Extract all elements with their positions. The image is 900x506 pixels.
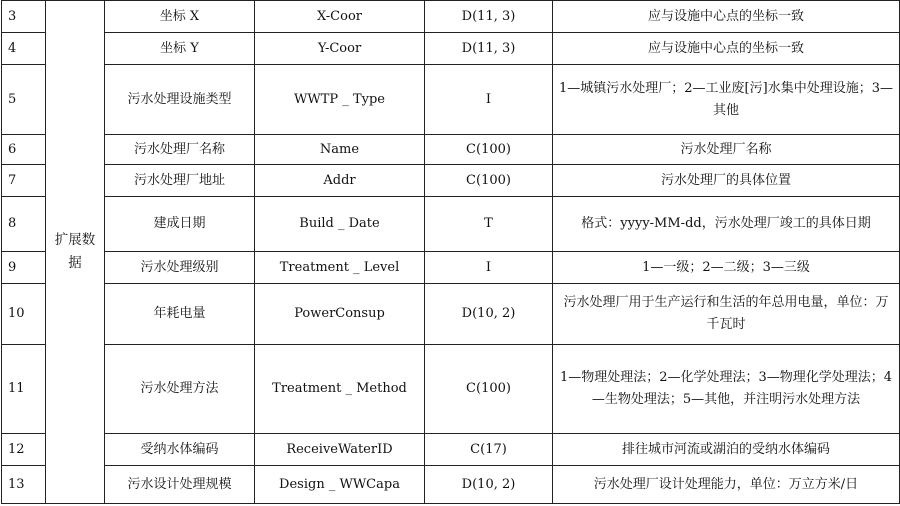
- field-code: Addr: [255, 165, 425, 197]
- field-desc: 污水处理厂设计处理能力，单位：万立方米/日: [553, 466, 900, 504]
- field-desc: 污水处理厂名称: [553, 135, 900, 165]
- field-type: D(11, 3): [425, 1, 553, 33]
- field-name: 受纳水体编码: [105, 434, 255, 466]
- field-name: 坐标 X: [105, 1, 255, 33]
- field-name: 年耗电量: [105, 284, 255, 345]
- row-number: 12: [2, 434, 46, 466]
- table-row: [2, 165, 900, 197]
- field-desc: 格式：yyyy-MM-dd，污水处理厂竣工的具体日期: [553, 197, 900, 252]
- field-code: Treatment _ Method: [255, 345, 425, 434]
- field-desc: 污水处理厂的具体位置: [553, 165, 900, 197]
- table-row: [2, 197, 900, 252]
- field-desc: 1—一级；2—二级；3—三级: [553, 252, 900, 284]
- field-code: Build _ Date: [255, 197, 425, 252]
- field-type: D(11, 3): [425, 33, 553, 65]
- table-row: [2, 466, 900, 504]
- field-code: Y-Coor: [255, 33, 425, 65]
- table-row: [2, 1, 900, 33]
- field-desc: 排往城市河流或湖泊的受纳水体编码: [553, 434, 900, 466]
- field-desc: 1—城镇污水处理厂；2—工业废[污]水集中处理设施；3—其他: [553, 65, 900, 135]
- field-type: C(100): [425, 135, 553, 165]
- field-desc: 污水处理厂用于生产运行和生活的年总用电量，单位：万千瓦时: [553, 284, 900, 345]
- field-name: 污水处理级别: [105, 252, 255, 284]
- row-number: 7: [2, 165, 46, 197]
- row-number: 4: [2, 33, 46, 65]
- field-name: 污水处理设施类型: [105, 65, 255, 135]
- field-type: D(10, 2): [425, 466, 553, 504]
- group-cell: [46, 1, 105, 504]
- field-name: 污水设计处理规模: [105, 466, 255, 504]
- table-row: [2, 65, 900, 135]
- field-desc: 1—物理处理法；2—化学处理法；3—物理化学处理法；4—生物处理法；5—其他，并注明污水处理方法: [553, 345, 900, 434]
- row-number: 6: [2, 135, 46, 165]
- field-type: T: [425, 197, 553, 252]
- table-row: [2, 33, 900, 65]
- field-code: WWTP _ Type: [255, 65, 425, 135]
- row-number: 10: [2, 284, 46, 345]
- row-number: 11: [2, 345, 46, 434]
- field-desc: 应与设施中心点的坐标一致: [553, 33, 900, 65]
- field-type: I: [425, 252, 553, 284]
- field-type: I: [425, 65, 553, 135]
- field-code: Name: [255, 135, 425, 165]
- field-type: C(17): [425, 434, 553, 466]
- field-desc: 应与设施中心点的坐标一致: [553, 1, 900, 33]
- table-row: [2, 252, 900, 284]
- field-name: 污水处理厂地址: [105, 165, 255, 197]
- table-row: [2, 135, 900, 165]
- row-number: 3: [2, 1, 46, 33]
- field-name: 建成日期: [105, 197, 255, 252]
- row-number: 5: [2, 65, 46, 135]
- row-number: 13: [2, 466, 46, 504]
- table-row: [2, 434, 900, 466]
- field-type: D(10, 2): [425, 284, 553, 345]
- field-code: Treatment _ Level: [255, 252, 425, 284]
- table-row: [2, 284, 900, 345]
- row-number: 9: [2, 252, 46, 284]
- field-name: 污水处理厂名称: [105, 135, 255, 165]
- field-code: Design _ WWCapa: [255, 466, 425, 504]
- field-name: 坐标 Y: [105, 33, 255, 65]
- spec-table: [1, 0, 900, 504]
- table-row: [2, 345, 900, 434]
- field-code: X-Coor: [255, 1, 425, 33]
- group-label: 扩展数据: [54, 232, 96, 271]
- field-type: C(100): [425, 345, 553, 434]
- row-number: 8: [2, 197, 46, 252]
- field-code: ReceiveWaterID: [255, 434, 425, 466]
- field-name: 污水处理方法: [105, 345, 255, 434]
- field-code: PowerConsup: [255, 284, 425, 345]
- field-type: C(100): [425, 165, 553, 197]
